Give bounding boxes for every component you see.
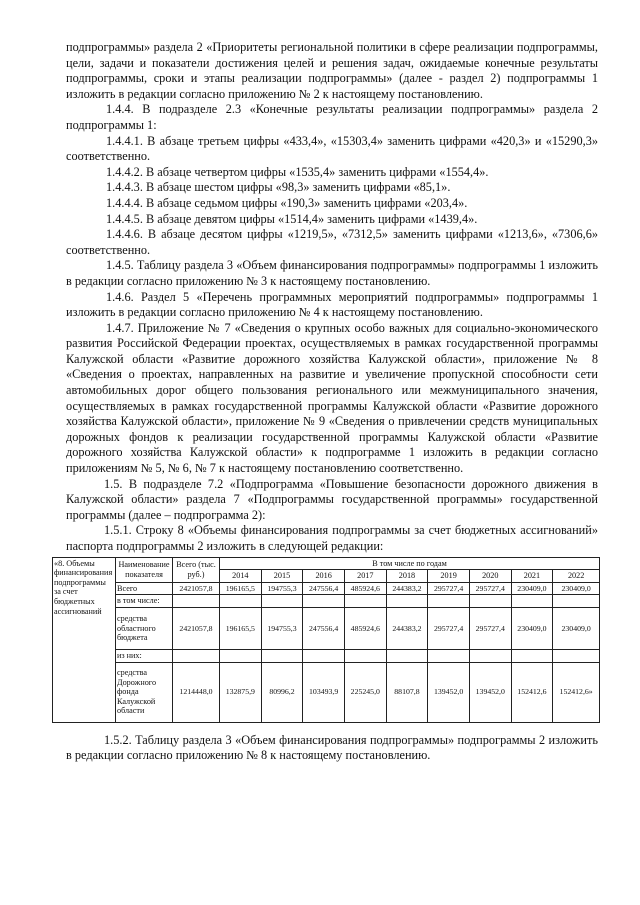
table-row bbox=[53, 662, 600, 722]
table-cell: 80996,2 bbox=[261, 662, 303, 722]
table-cell: 225245,0 bbox=[344, 662, 386, 722]
table-cell: 132875,9 bbox=[220, 662, 262, 722]
table-cell bbox=[344, 595, 386, 608]
table-cell: 196165,5 bbox=[220, 607, 262, 649]
paragraph-1-5-2: 1.5.2. Таблицу раздела 3 «Объем финансирования подпрограммы» подпрограммы 2 изложить в редакции согласно приложению № 8 к настоящему постановлению. bbox=[66, 732, 598, 763]
table-cell bbox=[303, 649, 345, 662]
table-cell: 295727,4 bbox=[469, 607, 511, 649]
table-cell bbox=[386, 649, 428, 662]
year-header: 2020 bbox=[469, 570, 511, 583]
col-header-name: Наименование показателя bbox=[116, 557, 173, 582]
paragraph-1-4-4-3: 1.4.4.3. В абзаце шестом цифры «98,3» заменить цифрами «85,1». bbox=[106, 180, 451, 195]
paragraph-1-4-5: 1.4.5. Таблицу раздела 3 «Объем финансирования подпрограммы» подпрограммы 1 изложить в редакции согласно приложению № 3 к настоящему постановлению. bbox=[66, 258, 598, 288]
year-header: 2022 bbox=[553, 570, 600, 583]
table-cell bbox=[220, 595, 262, 608]
table-cell bbox=[303, 595, 345, 608]
table-cell: 244383,2 bbox=[386, 582, 428, 595]
table-cell: 230409,0 bbox=[511, 607, 553, 649]
table-cell bbox=[261, 595, 303, 608]
paragraph-1-4-4-5: 1.4.4.5. В абзаце девятом цифры «1514,4» заменить цифрами «1439,4». bbox=[106, 211, 478, 226]
table-cell: 247556,4 bbox=[303, 582, 345, 595]
paragraph-1-5-1: 1.5.1. Строку 8 «Объемы финансирования подпрограммы за счет бюджетных ассигнований» паспорта подпрограммы 2 изложить в следующей редакции: bbox=[66, 523, 598, 553]
paragraph-1-4-6: 1.4.6. Раздел 5 «Перечень программных мероприятий подпрограммы» подпрограммы 1 изложить в редакции согласно приложению № 4 к настоящему постановлению. bbox=[66, 289, 598, 320]
col-header-total: Всего (тыс. руб.) bbox=[173, 557, 220, 582]
document-page bbox=[54, 40, 598, 764]
table-cell bbox=[511, 649, 553, 662]
table-row bbox=[53, 595, 600, 608]
row-total: 1214448,0 bbox=[173, 662, 220, 722]
table-cell bbox=[469, 595, 511, 608]
paragraph-1-4-7: 1.4.7. Приложение № 7 «Сведения о крупных особо важных для социально-экономического развития Российской Федерации проектах, осуществляемых в рамках государственной программы Калужской области «Развитие дорожного хозяйства Калужской области», приложение № 8 «Сведения о проектах, направленных на развитие и увеличение пропускной способности сети автомобильных дорог общего пользования регионального или межмуниципального значения, осуществляемых в рамках государственной программы Калужской области «Развитие дорожного хозяйства Калужской области», приложение № 9 «Сведения о привлечении средств муниципальных дорожных фондов к реализации государственной программы Калужской области «Развитие дорожного хозяйства Калужской области» к подпрограмме 1 изложить в редакции согласно приложениям № 5, № 6, № 7 к настоящему постановлению соответственно. bbox=[66, 320, 598, 476]
table-cell: 485924,6 bbox=[344, 582, 386, 595]
table-cell: 152412,6 bbox=[511, 662, 553, 722]
table-cell: 194755,3 bbox=[261, 582, 303, 595]
paragraph-1-4-4-6: 1.4.4.6. В абзаце десятом цифры «1219,5», «7312,5» заменить цифрами «1213,6», «7306,6» соответственно. bbox=[66, 227, 598, 257]
table-header-row bbox=[53, 557, 600, 570]
table-cell bbox=[553, 595, 600, 608]
table-row bbox=[53, 649, 600, 662]
table-cell: 485924,6 bbox=[344, 607, 386, 649]
year-header: 2018 bbox=[386, 570, 428, 583]
year-header: 2014 bbox=[220, 570, 262, 583]
table-cell: 295727,4 bbox=[428, 582, 470, 595]
paragraph-1-4-4-1: 1.4.4.1. В абзаце третьем цифры «433,4», «15303,4» заменить цифрами «420,3» и «15290,3» соответственно. bbox=[66, 133, 598, 164]
table-cell bbox=[469, 649, 511, 662]
table-cell: 295727,4 bbox=[428, 607, 470, 649]
table-cell bbox=[344, 649, 386, 662]
year-header: 2017 bbox=[344, 570, 386, 583]
table-cell: 247556,4 bbox=[303, 607, 345, 649]
financing-table bbox=[52, 557, 600, 723]
row-label: средства Дорожного фонда Калужской области bbox=[116, 662, 173, 722]
table-cell: 139452,0 bbox=[469, 662, 511, 722]
table-cell: 230409,0 bbox=[511, 582, 553, 595]
table-cell bbox=[428, 595, 470, 608]
paragraph-1-5: 1.5. В подразделе 7.2 «Подпрограмма «Повышение безопасности дорожного движения в Калужской области» раздела 7 «Подпрограммы государственной программы» государственной программы (далее – подпрограмма 2): bbox=[66, 476, 598, 522]
col-header-years: В том числе по годам bbox=[220, 557, 600, 570]
row-total bbox=[173, 595, 220, 608]
table-cell: 230409,0 bbox=[553, 607, 600, 649]
row-label: из них: bbox=[116, 649, 173, 662]
table-cell: 152412,6» bbox=[553, 662, 600, 722]
table-cell bbox=[428, 649, 470, 662]
row-label: средства областного бюджета bbox=[116, 607, 173, 649]
year-header: 2016 bbox=[303, 570, 345, 583]
row-label: Всего bbox=[116, 582, 173, 595]
year-header: 2019 bbox=[428, 570, 470, 583]
table-cell bbox=[386, 595, 428, 608]
table-cell: 244383,2 bbox=[386, 607, 428, 649]
table-cell: 194755,3 bbox=[261, 607, 303, 649]
row-label: в том числе: bbox=[116, 595, 173, 608]
table-cell bbox=[261, 649, 303, 662]
table-cell bbox=[220, 649, 262, 662]
table-cell: 230409,0 bbox=[553, 582, 600, 595]
table-cell: 295727,4 bbox=[469, 582, 511, 595]
year-header: 2021 bbox=[511, 570, 553, 583]
paragraph-1-4-4-2: 1.4.4.2. В абзаце четвертом цифры «1535,4» заменить цифрами «1554,4». bbox=[106, 164, 489, 179]
row-total: 2421057,8 bbox=[173, 582, 220, 595]
row-total bbox=[173, 649, 220, 662]
table-cell: 196165,5 bbox=[220, 582, 262, 595]
table-cell bbox=[553, 649, 600, 662]
table-cell: 103493,9 bbox=[303, 662, 345, 722]
row-total: 2421057,8 bbox=[173, 607, 220, 649]
table-cell: 139452,0 bbox=[428, 662, 470, 722]
paragraph-section2: подпрограммы» раздела 2 «Приоритеты региональной политики в сфере реализации подпрограммы, цели, задачи и показатели достижения целей и решения задач, ожидаемые конечные результаты подпрограммы, сроки и этапы реализации подпрограммы» (далее - раздел 2) подпрограммы 1 изложить в редакции согласно приложению № 2 к настоящему постановлению. bbox=[66, 40, 598, 101]
table-row bbox=[53, 582, 600, 595]
row-label-cell: «8. Объемы финансирования подпрограммы за счет бюджетных ассигнований bbox=[53, 557, 116, 722]
year-header: 2015 bbox=[261, 570, 303, 583]
table-row bbox=[53, 607, 600, 649]
table-cell bbox=[511, 595, 553, 608]
table-cell: 88107,8 bbox=[386, 662, 428, 722]
paragraph-1-4-4-4: 1.4.4.4. В абзаце седьмом цифры «190,3» заменить цифрами «203,4». bbox=[106, 195, 468, 210]
paragraph-1-4-4: 1.4.4. В подразделе 2.3 «Конечные результаты реализации подпрограммы» раздела 2 подпрограммы 1: bbox=[66, 102, 598, 132]
